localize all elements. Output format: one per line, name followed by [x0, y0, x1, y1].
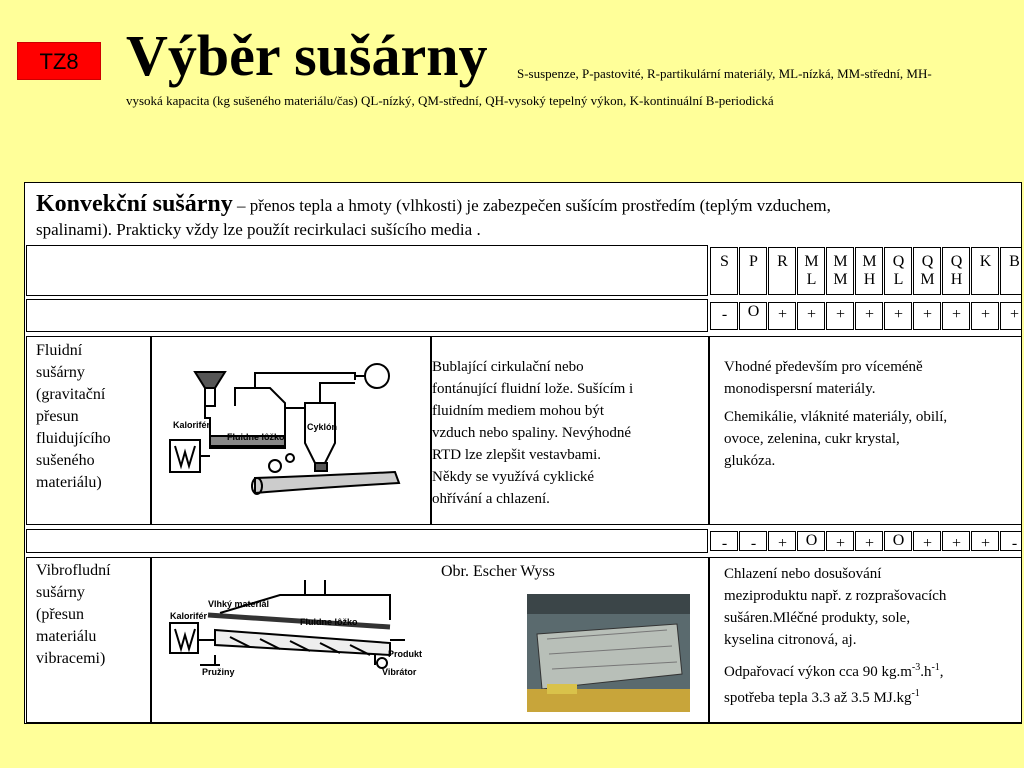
- rating-value: -: [1011, 535, 1018, 552]
- rating-value: +: [922, 306, 933, 323]
- photo-base-shape: [547, 684, 577, 694]
- rating-value: -: [721, 535, 728, 552]
- header-empty-cell: [26, 245, 708, 296]
- outlet-valve-small-shape: [286, 454, 294, 462]
- dryer-2-description: Chlazení nebo dosušování meziproduktu např. z rozprašovacích sušáren.Mléčné produkty, sole, kyselina citronová, aj. Odpařovací výkon cca 90 $kg.m^{-3}.h^{-1}$, spotřeba tepla 3.3 až 3.5 $MJ.kg^{-1}$: [724, 566, 947, 706]
- intro-text-part2: spalinami). Prakticky vždy lze použít recirkulaci sušícího media .: [36, 220, 481, 239]
- photo-caption: Obr. Escher Wyss: [441, 563, 555, 580]
- exhaust-shape: [305, 580, 325, 595]
- intro-text: [36, 192, 1016, 242]
- column-header: M M: [833, 253, 848, 288]
- rating-value: -: [750, 535, 757, 552]
- cyclone-outlet-shape: [320, 383, 355, 403]
- bed-deck-shape: [208, 615, 390, 627]
- rating-value: +: [951, 306, 962, 323]
- dryer-1-description: Vhodné především pro víceméně monodispersní materiály. Chemikálie, vláknité materiály, obilí, ovoce, zelenina, cukr krystal, glukóza.: [724, 359, 948, 469]
- heater-2-coil-shape: [175, 629, 195, 649]
- fluid-bed-diagram: [155, 348, 425, 508]
- diagram-label-cyclone: Cyklón: [307, 422, 338, 432]
- page-title: Výběr sušárny: [126, 23, 488, 88]
- rating-value: +: [835, 535, 846, 552]
- rating-value: +: [980, 535, 991, 552]
- rating-value: +: [864, 535, 875, 552]
- rating-value: +: [980, 306, 991, 323]
- diagram-label-vibrator: Vibrátor: [382, 667, 417, 677]
- dryer-1-name: Fluidní sušárny (gravitační přesun fluidujícího sušeného materiálu): [36, 342, 111, 491]
- dryer-1-middle-text: Bublající cirkulační nebo fontánující fluidní lože. Sušícím i fluidním mediem mohou být vzduch nebo spaliny. Nevýhodné RTD lze zlepšit vestavbami. Někdy se využívá cyklické ohřívání a chlazení.: [432, 359, 634, 507]
- rating-row-1-label-cell: [26, 299, 708, 332]
- intro-heading: Konvekční sušárny: [36, 191, 233, 217]
- column-header: P: [749, 253, 758, 270]
- column-header: Q L: [892, 253, 905, 288]
- springs-shape: [200, 655, 375, 665]
- rating-value: -: [721, 306, 728, 323]
- diagram-label-springs: Pružiny: [202, 667, 235, 677]
- rating-value: +: [864, 306, 875, 323]
- rating-value: +: [922, 535, 933, 552]
- feed-hopper-shape: [195, 372, 225, 388]
- rating-value: +: [951, 535, 962, 552]
- legend-line-2: vysoká kapacita (kg sušeného materiálu/čas) QL-nízký, QM-střední, QH-vysoký tepelný výkon, K-kontinuální B-periodická: [126, 93, 774, 108]
- duct-shape: [255, 373, 355, 388]
- photo-top-shape: [527, 594, 690, 614]
- diagram-label-wet-material: Vlhký materiál: [208, 599, 270, 609]
- outlet-valve-shape: [269, 460, 281, 472]
- vibro-fluid-diagram: [160, 575, 425, 685]
- column-header: K: [979, 253, 992, 270]
- rating-value: O: [747, 303, 760, 320]
- feed-chute-shape: [205, 388, 215, 406]
- diagram-label-heater-2: Kalorifér: [170, 611, 208, 621]
- fan-shape: [365, 364, 389, 388]
- column-header: M L: [804, 253, 819, 288]
- diagram-label-heater: Kalorifér: [173, 420, 211, 430]
- rating-value: +: [806, 306, 817, 323]
- column-header: Q M: [920, 253, 935, 288]
- legend-line-1: S-suspenze, P-pastovité, R-partikulární materiály, ML-nízká, MM-střední, MH-: [517, 66, 932, 81]
- rating-value: O: [805, 532, 818, 549]
- heater-coil-shape: [175, 446, 195, 466]
- diagram-label-bed-2: Fluidne lôžko: [300, 617, 358, 627]
- cyclone-shape: [305, 403, 338, 463]
- rating-value: +: [835, 306, 846, 323]
- cyclone-outlet-valve-shape: [315, 463, 327, 471]
- conveyor-shape: [255, 472, 399, 493]
- rating-value: +: [893, 306, 904, 323]
- diagram-label-product: Produkt: [388, 649, 423, 659]
- column-header: R: [777, 253, 788, 270]
- heater-shape: [170, 440, 200, 472]
- rating-value: +: [777, 535, 788, 552]
- rating-row-2-label-cell: [26, 529, 708, 553]
- intro-text-part1: – přenos tepla a hmoty (vlhkosti) je zabezpečen sušícím prostředím (teplým vzduchem,: [232, 196, 831, 215]
- column-header: B: [1009, 253, 1020, 270]
- dryer-2-name: Vibrofludní sušárny (přesun materiálu vibracemi): [36, 562, 111, 667]
- rating-value: +: [777, 306, 788, 323]
- rating-value: O: [892, 532, 905, 549]
- column-header: S: [720, 253, 729, 270]
- column-header: M H: [862, 253, 877, 288]
- slide-badge: TZ8: [17, 42, 101, 80]
- diagram-label-bed: Fluidne lôžko: [227, 432, 285, 442]
- column-header: Q H: [950, 253, 963, 288]
- rating-value: +: [1009, 306, 1020, 323]
- escher-wyss-photo: [527, 594, 690, 712]
